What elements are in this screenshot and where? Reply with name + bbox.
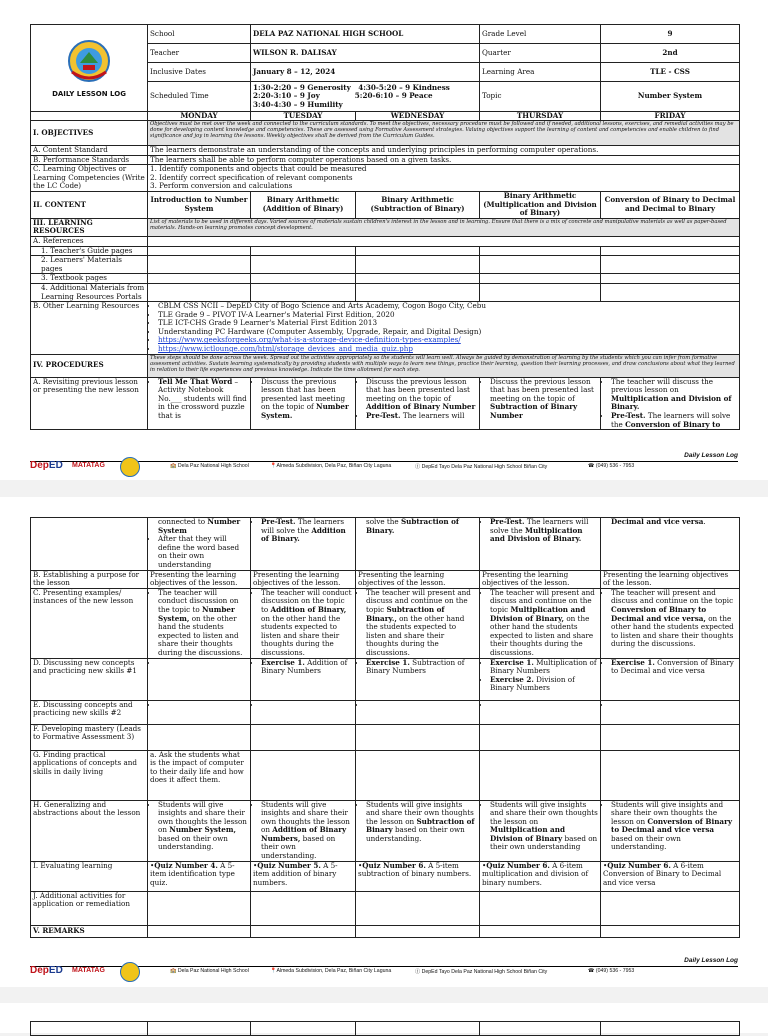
- procedure-c-thursday: • The teacher will present and discuss and continue on the topic Multiplication and Division of Binary, on the other hand the students expected to listen and share their thoughts during the discussions.: [480, 588, 601, 658]
- procedure-i-wednesday: •Quiz Number 6. A 5-item subtraction of binary numbers.: [356, 861, 480, 891]
- content-standard-value: The learners demonstrate an understanding of the concepts and underlying principles in performing computer operations.: [148, 146, 740, 156]
- procedure-c-monday: • The teacher will conduct discussion on the topic to Number System, on the other hand the students expected to listen and share their thoughts during the discussions.: [148, 588, 251, 658]
- procedure-a-friday: • The teacher will discuss the previous lesson on Multiplication and Division of Binary. • Pre-Test. The learners will solve the Conversion of Binary to: [601, 377, 740, 430]
- grade-value: 9: [601, 25, 740, 44]
- header-logo-cell: [31, 25, 148, 112]
- procedure-h-tuesday: • Students will give insights and share their own thoughts the lesson on Addition of Binary Numbers, based on their own understanding.: [251, 800, 356, 861]
- day-header-blank: [31, 112, 148, 121]
- procedure-d-tuesday: • Exercise 1. Addition of Binary Numbers: [251, 658, 356, 700]
- resources-heading: III. LEARNING RESOURCES: [31, 218, 148, 236]
- time-label: Scheduled Time: [148, 82, 251, 112]
- page-1: [0, 0, 768, 480]
- area-value: TLE - CSS: [601, 63, 740, 82]
- lesson-log-table-3: [30, 1021, 740, 1036]
- resource-link-2[interactable]: https://www.ictlounge.com/html/storage_devices_and_media_quiz.php: [158, 344, 413, 354]
- page-2: [0, 497, 768, 987]
- footer-school: 🏫 Dela Paz National High School: [170, 463, 249, 469]
- resource-item: • CBLM CSS NCII – DepED City of Bogo Science and Arts Academy, Cogon Bogo City, Cebu: [158, 302, 737, 311]
- procedure-b-monday: Presenting the learning objectives of the lesson.: [148, 570, 251, 588]
- procedure-d-friday: • Exercise 1. Conversion of Binary to Decimal and vice versa: [601, 658, 740, 700]
- competency-1: 1. Identify components and objects that could be measured: [150, 164, 367, 174]
- content-standard-label: A. Content Standard: [31, 146, 148, 156]
- procedure-a-label: A. Revisiting previous lesson or presenting the new lesson: [31, 377, 148, 430]
- additional-materials-label: 4. Additional Materials from Learning Resources Portals: [31, 283, 148, 301]
- log-title: DAILY LESSON LOG: [52, 89, 126, 98]
- schedule-line-3: 3:40-4:30 – 9 Humility: [253, 99, 343, 109]
- procedure-b-label: B. Establishing a purpose for the lesson: [31, 570, 148, 588]
- references-value: [148, 236, 740, 246]
- schedule-block: [251, 82, 480, 112]
- page-3: [0, 1003, 768, 1033]
- procedures-note: These steps should be done across the week. Spread out the activities appropriately so the students will learn well. Always be guided by demonstration of learning by the students which you can infer from formative assessment activities. Sustain learning systematically by providing students with multiple ways to learn new things, practice their learning, question their learning processes, and draw conclusions about what they learned in relation to their life experiences and previous knowledge. Indicate the time allotment for each step.: [148, 354, 740, 377]
- footer-phone: ☎ (049) 536 - 7953: [588, 968, 635, 974]
- footer-phone: ☎ (049) 536 - 7953: [588, 463, 635, 469]
- procedure-d-monday: [148, 658, 251, 700]
- procedure-h-label: H. Generalizing and abstractions about the lesson: [31, 800, 148, 861]
- procedure-a-tuesday: • Discuss the previous lesson that has been presented last meeting on the topic of Number System.: [251, 377, 356, 430]
- procedure-h-wednesday: • Students will give insights and share their own thoughts the lesson on Subtraction of Binary based on their own understanding.: [356, 800, 480, 861]
- procedure-a-thursday-cont: • Pre-Test. The learners will solve the Multiplication and Division of Binary.: [480, 518, 601, 571]
- procedure-a-monday: • Tell Me That Word – Activity Notebook No.___ students will find in the crossword puzzle that is: [148, 377, 251, 430]
- procedure-e-label: E. Discussing concepts and practicing new skills #2: [31, 700, 148, 724]
- procedure-a-wednesday: • Discuss the previous lesson that has been presented last meeting on the topic of Addition of Binary Number • Pre-Test. The learners will: [356, 377, 480, 430]
- content-thursday: Binary Arithmetic (Multiplication and Division of Binary): [480, 191, 601, 218]
- day-thursday: THURSDAY: [480, 112, 601, 121]
- quarter-value: 2nd: [601, 44, 740, 63]
- competencies-list: [148, 165, 740, 192]
- competencies-label: C. Learning Objectives or Learning Competencies (Write the LC Code): [31, 165, 148, 192]
- footer-address: 📍Almeda Subdivision, Dela Paz, Biñan City Laguna: [270, 968, 392, 974]
- school-value: DELA PAZ NATIONAL HIGH SCHOOL: [251, 25, 480, 44]
- procedure-e-tuesday: [251, 700, 356, 724]
- footer-facebook[interactable]: ⓕ DepEd Tayo Dela Paz National High School Biñan City: [415, 464, 548, 470]
- footer-facebook[interactable]: ⓕ DepEd Tayo Dela Paz National High School Biñan City: [415, 969, 548, 975]
- schedule-line-1: 1:30-2:20 – 9 Generosity 4:30-5:20 – 9 Kindness: [253, 82, 450, 92]
- footer-address: 📍Almeda Subdivision, Dela Paz, Biñan City Laguna: [270, 463, 392, 469]
- teacher-label: Teacher: [148, 44, 251, 63]
- matatag-logo: MATATAG: [72, 462, 105, 469]
- competency-3: 3. Perform conversion and calculations: [150, 181, 293, 191]
- procedure-e-wednesday: [356, 700, 480, 724]
- procedure-c-label: C. Presenting examples/ instances of the new lesson: [31, 588, 148, 658]
- procedure-h-friday: • Students will give insights and share their own thoughts the lesson on Conversion of Binary to Decimal and vice versa based on their own understanding.: [601, 800, 740, 861]
- procedure-a-monday-cont: connected to Number System • After that they will define the word based on their own understanding: [148, 518, 251, 571]
- procedure-d-thursday: • Exercise 1. Multiplication of Binary Numbers • Exercise 2. Division of Binary Numbers: [480, 658, 601, 700]
- teacher-value: WILSON R. DALISAY: [251, 44, 480, 63]
- procedure-e-friday: [601, 700, 740, 724]
- page-footer: [0, 959, 768, 981]
- school-seal-icon: [120, 457, 140, 477]
- content-heading: II. CONTENT: [31, 191, 148, 218]
- footer-dll-label: Daily Lesson Log: [684, 452, 738, 459]
- procedure-d-label: D. Discussing new concepts and practicing new skills #1: [31, 658, 148, 700]
- topic-label: Topic: [480, 82, 601, 112]
- topic-value: Number System: [601, 82, 740, 112]
- learners-materials-label: 2. Learners' Materials pages: [31, 256, 148, 274]
- remarks-heading: V. REMARKS: [31, 925, 148, 937]
- schedule-line-2: 2:20-3:10 – 9 Joy 5:20-6:10 – 9 Peace: [253, 91, 433, 101]
- procedure-a-wednesday-cont: solve the Subtraction of Binary.: [356, 518, 480, 571]
- school-label: School: [148, 25, 251, 44]
- content-monday: Introduction to Number System: [148, 191, 251, 218]
- day-tuesday: TUESDAY: [251, 112, 356, 121]
- resource-item: • Understanding PC Hardware (Computer Assembly, Upgrade, Repair, and Digital Design): [158, 328, 737, 337]
- procedure-i-monday: •Quiz Number 4. A 5-item identification type quiz.: [148, 861, 251, 891]
- performance-standard-value: The learners shall be able to perform computer operations based on a given tasks.: [148, 155, 740, 165]
- procedure-i-label: I. Evaluating learning: [31, 861, 148, 891]
- procedure-c-tuesday: • The teacher will conduct discussion on the topic to Addition of Binary, on the other hand the students expected to listen and share their thoughts during the discussions.: [251, 588, 356, 658]
- procedure-i-tuesday: •Quiz Number 5. A 5-item addition of binary numbers.: [251, 861, 356, 891]
- procedure-d-wednesday: • Exercise 1. Subtraction of Binary Numbers: [356, 658, 480, 700]
- dates-value: January 8 – 12, 2024: [251, 63, 480, 82]
- day-wednesday: WEDNESDAY: [356, 112, 480, 121]
- footer-school: 🏫 Dela Paz National High School: [170, 968, 249, 974]
- resource-item: • TLE Grade 9 – PIVOT IV-A Learner's Material First Edition, 2020: [158, 311, 737, 320]
- procedure-i-thursday: •Quiz Number 6. A 6-item multiplication and division of binary numbers.: [480, 861, 601, 891]
- procedure-a-friday-cont: Decimal and vice versa.: [601, 518, 740, 571]
- procedure-a-tuesday-cont: • Pre-Test. The learners will solve the Addition of Binary.: [251, 518, 356, 571]
- lesson-log-table-1: [30, 24, 740, 430]
- procedure-f-label: F. Developing mastery (Leads to Formative Assessment 3): [31, 724, 148, 750]
- objectives-heading: I. OBJECTIVES: [31, 121, 148, 146]
- content-friday: Conversion of Binary to Decimal and Decimal to Binary: [601, 191, 740, 218]
- textbook-pages-label: 3. Textbook pages: [31, 274, 148, 284]
- references-label: A. References: [31, 236, 148, 246]
- day-monday: MONDAY: [148, 112, 251, 121]
- area-label: Learning Area: [480, 63, 601, 82]
- resources-note: List of materials to be used in different days. Varied sources of materials sustain children's interest in the lesson and in learning. Ensure that there is a mix of concrete and manipulative materials as well as paper-based materials. Hands-on learning promotes concept development.: [148, 218, 740, 236]
- school-seal-icon: [120, 962, 140, 982]
- procedure-i-friday: •Quiz Number 6. A 6-item Conversion of Binary to Decimal and vice versa: [601, 861, 740, 891]
- quarter-label: Quarter: [480, 44, 601, 63]
- school-seal-icon: [66, 38, 112, 84]
- deped-logo: DepED: [30, 460, 63, 471]
- procedure-g-label: G. Finding practical applications of concepts and skills in daily living: [31, 750, 148, 800]
- procedure-b-thursday: Presenting the learning objectives of the lesson.: [480, 570, 601, 588]
- procedures-heading: IV. PROCEDURES: [31, 354, 148, 377]
- procedure-e-thursday: [480, 700, 601, 724]
- procedure-c-wednesday: • The teacher will present and discuss and continue on the topic Subtraction of Binary., on the other hand the students expected to listen and share their thoughts during the discussions.: [356, 588, 480, 658]
- other-resources-list: [148, 302, 740, 355]
- other-resources-label: B. Other Learning Resources: [31, 302, 148, 355]
- dates-label: Inclusive Dates: [148, 63, 251, 82]
- procedure-a-thursday: • Discuss the previous lesson that has been presented last meeting on the topic of Subtraction of Binary Number: [480, 377, 601, 430]
- procedure-h-thursday: • Students will give insights and share their own thoughts the lesson on Multiplication and Division of Binary based on their own understanding: [480, 800, 601, 861]
- procedure-b-tuesday: Presenting the learning objectives of the lesson.: [251, 570, 356, 588]
- procedure-h-monday: • Students will give insights and share their own thoughts the lesson on Number System, based on their own understanding.: [148, 800, 251, 861]
- grade-label: Grade Level: [480, 25, 601, 44]
- procedure-b-friday: Presenting the learning objectives of the lesson.: [601, 570, 740, 588]
- procedure-e-monday: [148, 700, 251, 724]
- procedure-c-friday: • The teacher will present and discuss and continue on the topic Conversion of Binary to Decimal and vice versa, on the other hand the students expected to listen and share their thoughts during the discussions.: [601, 588, 740, 658]
- matatag-logo: MATATAG: [72, 967, 105, 974]
- teachers-guide-label: 1. Teacher's Guide pages: [31, 246, 148, 256]
- objectives-note: Objectives must be met over the week and connected to the curriculum standards. To meet the objectives, necessary procedure must be followed and if needed, additional lessons, exercises, and remedial activities may be done for developing content knowledge and competencies. These are assessed using Formative Assessment strategies. Valuing objectives support the learning of content and competencies and enable children to find significance and joy in learning the lessons. Weekly objectives shall be derived from the Curriculum Guides.: [148, 121, 740, 146]
- resource-item: • TLE ICT-CHS Grade 9 Learner's Material First Edition 2013: [158, 319, 737, 328]
- footer-dll-label: Daily Lesson Log: [684, 957, 738, 964]
- content-tuesday: Binary Arithmetic (Addition of Binary): [251, 191, 356, 218]
- competency-2: 2. Identify correct specification of relevant components: [150, 172, 353, 182]
- procedure-j-label: J. Additional activities for application or remediation: [31, 891, 148, 925]
- page-footer: [0, 454, 768, 476]
- performance-standard-label: B. Performance Standards: [31, 155, 148, 165]
- content-wednesday: Binary Arithmetic (Subtraction of Binary): [356, 191, 480, 218]
- procedure-g-monday: a. Ask the students what is the impact of computer to their daily life and how does it affect them.: [148, 750, 251, 800]
- day-friday: FRIDAY: [601, 112, 740, 121]
- procedure-b-wednesday: Presenting the learning objectives of the lesson.: [356, 570, 480, 588]
- resource-link-1[interactable]: https://www.geeksforgeeks.org/what-is-a-storage-device-definition-types-examples/: [158, 335, 461, 345]
- lesson-log-table-2: [30, 517, 740, 938]
- deped-logo: DepED: [30, 965, 63, 976]
